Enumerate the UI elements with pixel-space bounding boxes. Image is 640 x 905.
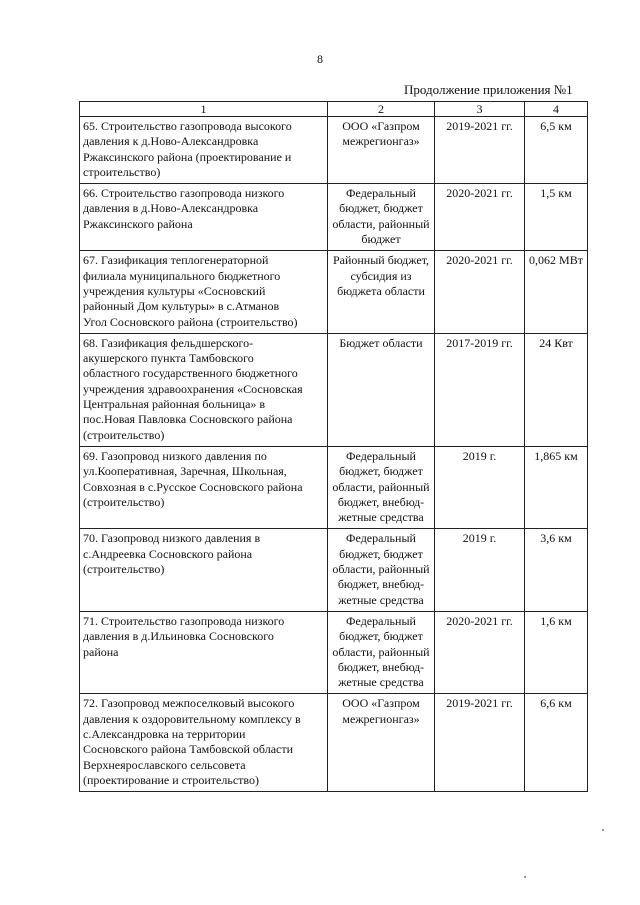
table-row <box>80 117 588 184</box>
capacity-cell: 24 Квт <box>525 333 588 446</box>
funding-source-line: бюджет, бюджет <box>339 546 423 561</box>
funding-source-line: Федеральный <box>346 531 416 546</box>
funding-source-line: межрегионгаз» <box>342 711 420 726</box>
funding-source-line: бюджет, бюджет <box>339 201 423 216</box>
projects-table <box>79 101 588 792</box>
capacity-cell: 3,6 км <box>525 529 588 611</box>
project-name-line: Центральная районная больница» в <box>83 397 266 412</box>
funding-source-line: области, районный <box>332 479 430 494</box>
funding-source-line: ООО «Газпром <box>342 696 420 711</box>
period-cell: 2019 г. <box>435 529 525 611</box>
project-name-line: Верхнеярославского сельсовета <box>83 757 246 772</box>
table-row <box>80 529 588 611</box>
project-name-cell <box>80 333 328 446</box>
funding-source-line: Федеральный <box>346 448 416 463</box>
table-row <box>80 333 588 446</box>
project-name-line: Сосновского района Тамбовской области <box>83 742 294 757</box>
table-row <box>80 694 588 792</box>
funding-source-cell <box>328 694 435 792</box>
project-name-line: 65. Строительство газопровода высокого <box>83 119 292 133</box>
funding-source-line: области, районный <box>332 644 430 659</box>
project-name-line: учреждения культуры «Сосновский <box>83 283 266 298</box>
project-name-cell <box>80 529 328 611</box>
funding-source-line: бюджет, внебюд- <box>337 577 425 592</box>
funding-source-line: бюджета области <box>337 283 425 298</box>
project-name-line: Угол Сосновского района (строительство) <box>83 314 298 329</box>
scan-speck <box>602 829 604 831</box>
project-name-line: (строительство) <box>83 494 165 509</box>
project-name-line: 70. Газопровод низкого давления в <box>83 531 261 546</box>
funding-source-line: бюджет, внебюд- <box>337 659 425 674</box>
funding-source-cell <box>328 333 435 446</box>
project-name-line: давления в д.Ильиновка Сосновского <box>83 629 274 644</box>
project-name-line: давления в д.Ново-Александровка <box>83 201 259 216</box>
period-cell: 2019-2021 гг. <box>435 117 525 184</box>
scan-speck <box>524 876 526 878</box>
project-name-line: строительство) <box>83 164 161 179</box>
project-name-line: Ржаксинского района (проектирование и <box>83 149 292 164</box>
project-name-cell <box>80 611 328 693</box>
project-name-line: районный Дом культуры» в с.Атманов <box>83 299 280 314</box>
project-name-line: давления к оздоровительному комплексу в <box>83 711 301 726</box>
period-cell: 2020-2021 гг. <box>435 251 525 333</box>
column-number-1: 1 <box>80 102 328 117</box>
capacity-cell: 0,062 МВт <box>525 251 588 333</box>
project-name-line: ул.Кооперативная, Заречная, Школьная, <box>83 464 287 479</box>
capacity-cell: 1,5 км <box>525 184 588 251</box>
project-name-line: (строительство) <box>83 427 165 442</box>
project-name-line: с.Александровка на территории <box>83 726 246 741</box>
table-header-row <box>80 102 588 117</box>
project-name-cell <box>80 694 328 792</box>
funding-source-line: ООО «Газпром <box>342 119 420 133</box>
project-name-line: 71. Строительство газопровода низкого <box>83 613 285 628</box>
project-name-line: филиала муниципального бюджетного <box>83 268 281 283</box>
project-name-line: (строительство) <box>83 562 165 577</box>
funding-source-line: бюджет, внебюд- <box>337 494 425 509</box>
period-cell: 2020-2021 гг. <box>435 611 525 693</box>
project-name-line: с.Андреевка Сосновского района <box>83 546 253 561</box>
project-name-cell <box>80 117 328 184</box>
table-row <box>80 446 588 528</box>
funding-source-line: области, районный <box>332 216 430 231</box>
funding-source-cell <box>328 611 435 693</box>
project-name-cell <box>80 251 328 333</box>
project-name-line: 68. Газификация фельдшерского- <box>83 335 254 350</box>
funding-source-line: Федеральный <box>346 186 416 201</box>
funding-source-line: области, районный <box>332 562 430 577</box>
project-name-cell <box>80 184 328 251</box>
table-row <box>80 184 588 251</box>
funding-source-line: субсидия из <box>350 268 412 283</box>
funding-source-line: бюджет, бюджет <box>339 464 423 479</box>
funding-source-cell <box>328 251 435 333</box>
column-number-3: 3 <box>435 102 525 117</box>
project-name-line: 67. Газификация теплогенераторной <box>83 253 269 268</box>
project-name-line: 72. Газопровод межпоселковый высокого <box>83 696 295 711</box>
project-name-line: акушерского пункта Тамбовского <box>83 351 254 366</box>
period-cell: 2017-2019 гг. <box>435 333 525 446</box>
table-row <box>80 611 588 693</box>
project-name-line: района <box>83 644 119 659</box>
funding-source-cell <box>328 529 435 611</box>
capacity-cell: 1,6 км <box>525 611 588 693</box>
capacity-cell: 6,5 км <box>525 117 588 184</box>
project-name-line: Совхозная в с.Русское Сосновского района <box>83 479 303 494</box>
funding-source-line: жетные средства <box>338 592 424 607</box>
table-row <box>80 251 588 333</box>
funding-source-cell <box>328 184 435 251</box>
funding-source-line: Районный бюджет, <box>332 253 430 268</box>
project-name-line: (проектирование и строительство) <box>83 772 259 787</box>
period-cell: 2019 г. <box>435 446 525 528</box>
project-name-line: 69. Газопровод низкого давления по <box>83 448 267 463</box>
project-name-line: давления к д.Ново-Александровка <box>83 134 259 149</box>
project-name-line: 66. Строительство газопровода низкого <box>83 186 285 201</box>
project-name-cell <box>80 446 328 528</box>
funding-source-line: межрегионгаз» <box>342 134 420 149</box>
funding-source-line: жетные средства <box>338 675 424 690</box>
page-number: 8 <box>317 52 323 66</box>
funding-source-line: бюджет <box>361 232 401 247</box>
column-number-4: 4 <box>525 102 588 117</box>
period-cell: 2019-2021 гг. <box>435 694 525 792</box>
funding-source-cell <box>328 117 435 184</box>
funding-source-line: Федеральный <box>346 613 416 628</box>
capacity-cell: 1,865 км <box>525 446 588 528</box>
project-name-line: областного государственного бюджетного <box>83 366 298 381</box>
capacity-cell: 6,6 км <box>525 694 588 792</box>
funding-source-cell <box>328 446 435 528</box>
project-name-line: учреждения здравоохранения «Сосновская <box>83 381 303 396</box>
period-cell: 2020-2021 гг. <box>435 184 525 251</box>
project-name-line: пос.Новая Павловка Сосновского района <box>83 412 293 427</box>
column-number-2: 2 <box>328 102 435 117</box>
funding-source-line: бюджет, бюджет <box>339 629 423 644</box>
funding-source-line: Бюджет области <box>339 335 423 350</box>
appendix-caption: Продолжение приложения №1 <box>404 82 573 97</box>
funding-source-line: жетные средства <box>338 510 424 525</box>
project-name-line: Ржаксинского района <box>83 216 193 231</box>
